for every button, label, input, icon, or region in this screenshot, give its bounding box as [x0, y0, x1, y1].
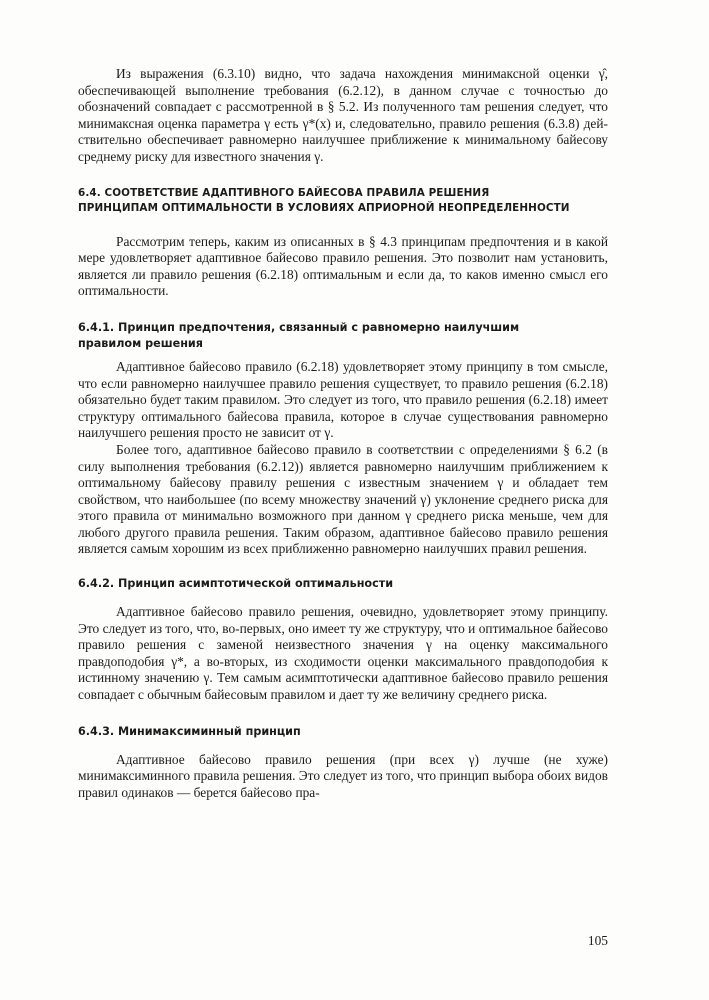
paragraph-maximin: Адаптивное байесово правило решения (при всех γ) лучше (не хуже) минимаксиминного правила решения. Это следует из того, что принцип выбора обоих видов правил одинаков — берется байесово пра-	[78, 751, 608, 800]
subsection-heading-6-4-3: 6.4.3. Минимаксиминный принцип	[78, 724, 301, 738]
subsection-heading-line-1: 6.4.1. Принцип предпочтения, связанный с равномерно наилучшим	[78, 320, 520, 334]
paragraph-asymptotic: Адаптивное байесово правило решения, очевидно, удовлетворяет этому принципу. Это следует из того, что, во-первых, оно имеет ту же структуру, что и оптимальное байесово правило решения с заменой неизвестного значения γ на оценку максимального правдоподобия γ*, а во-вторых, из сходимости оценки максимального правдоподобия к истинному значению γ. Тем самым асимптотически адаптивное байесово правило решения совпадает с обычным байесовым правилом и дает ту же величину среднего риска.	[78, 604, 608, 703]
subsection-heading-line-2: правилом решения	[78, 336, 203, 350]
section-heading-line-1: 6.4. СООТВЕТСТВИЕ АДАПТИВНОГО БАЙЕСОВА ПРАВИЛА РЕШЕНИЯ	[78, 186, 490, 199]
paragraph-intro-6-4: Рассмотрим теперь, каким из описанных в § 4.3 принципам предпочтения и в какой мере удовлетворяет адаптивное байесово правило решения. Это позволит нам установить, является ли правило решения (6.2.18) оптимальным и если да, то каков именно смысл его оптимальности.	[78, 233, 608, 299]
paragraph-uniform-best: Адаптивное байесово правило (6.2.18) удовлетворяет этому принципу в том смысле, что если равномерно наилучшее правило решения существует, то правило решения (6.2.18) обязательно будет таким правилом. Это следует из того, что правило решения (6.2.18) имеет структуру оптимального байесова правила, которое в случае существования равномерно наилучшего решения просто не зависит от γ.	[78, 358, 608, 441]
subsection-heading-6-4-2: 6.4.2. Принцип асимптотической оптимальности	[78, 577, 394, 591]
subsection-heading-6-4-1	[78, 320, 608, 352]
paragraph-moreover: Более того, адаптивное байесово правило в соответствии с определениями § 6.2 (в силу выполнения требования (6.2.12)) является равномерно наилучшим приближением к оптимальному байесову правилу решения с известным значением γ и обладает тем свойством, что наибольшее (по всему множеству значений γ) уклонение среднего риска для этого правила от минимально возможного при данном γ среднего риска меньше, чем для любого другого правила решения. Таким образом, адаптивное байесово правило решения является самым хорошим из всех приближенно равномерно наилучших правил решения.	[78, 441, 608, 557]
page-number: 105	[587, 933, 608, 948]
paragraph-minimax-estimate: Из выражения (6.3.10) видно, что задача нахождения минимаксной оценки γ̂, обеспечивающей выполнение требования (6.2.12), в данном случае с точностью до обозначений совпадает с рассмотренной в § 5.2. Из полученного там решения следует, что минимаксная оценка параметра γ есть γ*(x) и, следовательно, правило решения (6.3.8) действительно обеспечивает равномерно наилучшее приближение к минимальному байесову среднему риску для известного значения γ.	[78, 66, 608, 164]
page-body	[78, 66, 608, 801]
section-heading-line-2: ПРИНЦИПАМ ОПТИМАЛЬНОСТИ В УСЛОВИЯХ АПРИОРНОЙ НЕОПРЕДЕЛЕННОСТИ	[78, 201, 570, 214]
section-heading-6-4	[78, 186, 608, 216]
